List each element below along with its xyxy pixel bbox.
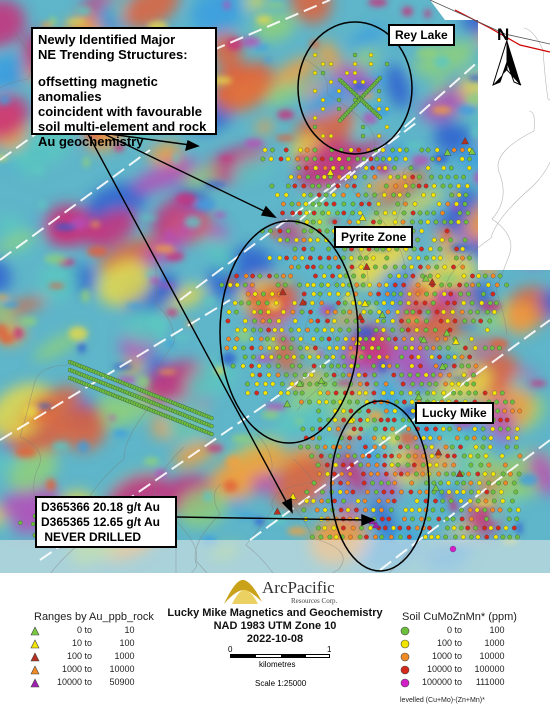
soil-range-from: 100	[436, 638, 452, 648]
rock-legend-title: Ranges by Au_ppb_rock	[34, 611, 154, 623]
soil-legend-row: 100000 to 111000	[400, 677, 505, 688]
rock-range-from: 10000	[56, 677, 82, 687]
soil-legend-row: 10000 to 100000	[400, 664, 505, 675]
soil-range-to: 111000	[475, 677, 505, 687]
structures-body-4: Au geochemistry	[38, 134, 144, 149]
rock-range-to: 100	[119, 638, 135, 648]
rock-legend-row: 0 to 10	[30, 625, 135, 636]
company-name: ArcPacific	[262, 578, 335, 597]
soil-legend-title: Soil CuMoZnMn* (ppm)	[402, 611, 517, 623]
soil-range-to: 100000	[474, 664, 505, 674]
company-sub: Resources Corp.	[291, 597, 338, 605]
map-legend	[0, 573, 550, 712]
rock-triangle-icon	[30, 678, 40, 688]
never-drilled-note: NEVER DRILLED	[41, 530, 142, 544]
soil-circle-icon	[400, 639, 410, 649]
soil-range-from: 100000	[421, 677, 452, 687]
soil-range-from: 10000	[426, 664, 452, 674]
structures-title-2: NE Trending Structures:	[38, 47, 188, 62]
scale-unit: kilometres	[259, 660, 296, 669]
pyrite-zone-label: Pyrite Zone	[334, 226, 413, 248]
scale-zero: 0	[228, 645, 233, 654]
rey-lake-label: Rey Lake	[388, 24, 455, 46]
structures-body-1: offsetting magnetic anomalies	[38, 74, 158, 104]
structures-title-1: Newly Identified Major	[38, 32, 176, 47]
rock-triangle-icon	[30, 626, 40, 636]
soil-circle-icon	[400, 665, 410, 675]
rock-range-to: 50900	[109, 677, 135, 687]
scale-one: 1	[327, 645, 332, 654]
map-datum: NAD 1983 UTM Zone 10	[213, 620, 337, 632]
soil-legend-row: 100 to 1000	[400, 638, 505, 649]
scale-ratio: Scale 1:25000	[255, 679, 307, 688]
structures-body-3: soil multi-element and rock	[38, 119, 207, 134]
map-date: 2022-10-08	[246, 633, 304, 645]
rock-legend-row: 10000 to 50900	[30, 677, 135, 688]
soil-circle-icon	[400, 652, 410, 662]
rock-legend-row: 10 to 100	[30, 638, 135, 649]
rock-triangle-icon	[30, 665, 40, 675]
structures-body-2: coincident with favourable	[38, 104, 202, 119]
rock-triangle-icon	[30, 639, 40, 649]
rock-range-to: 1000	[114, 651, 135, 661]
scale-bar	[230, 654, 330, 658]
rock-triangle-icon	[30, 652, 40, 662]
rock-legend-row: 100 to 1000	[30, 651, 135, 662]
rock-range-to: 10	[124, 625, 135, 635]
rock-range-from: 10	[71, 638, 82, 648]
soil-legend-row: 1000 to 10000	[400, 651, 505, 662]
arcpacific-logo-icon	[222, 576, 264, 606]
rock-range-to: 10000	[109, 664, 135, 674]
soil-range-to: 10000	[479, 651, 505, 661]
rock-range-from: 1000	[61, 664, 82, 674]
samples-callout	[35, 496, 177, 548]
north-label: N	[497, 25, 510, 44]
soil-circle-icon	[400, 678, 410, 688]
soil-range-from: 0	[446, 625, 452, 635]
structures-callout	[31, 27, 217, 149]
sample-d365366: D365366 20.18 g/t Au	[41, 500, 160, 514]
soil-legend-row: 0 to 100	[400, 625, 505, 636]
rock-legend-row: 1000 to 10000	[30, 664, 135, 675]
soil-range-to: 100	[489, 625, 505, 635]
soil-circle-icon	[400, 626, 410, 636]
sample-d365365: D365365 12.65 g/t Au	[41, 515, 160, 529]
lucky-mike-label: Lucky Mike	[415, 402, 494, 424]
rock-range-from: 0	[76, 625, 82, 635]
rock-range-from: 100	[66, 651, 82, 661]
soil-range-from: 1000	[431, 651, 452, 661]
soil-range-to: 1000	[484, 638, 505, 648]
soil-legend-note: levelled (Cu+Mo)-(Zn+Mn)*	[400, 697, 485, 704]
map-title: Lucky Mike Magnetics and Geochemistry	[167, 607, 383, 619]
